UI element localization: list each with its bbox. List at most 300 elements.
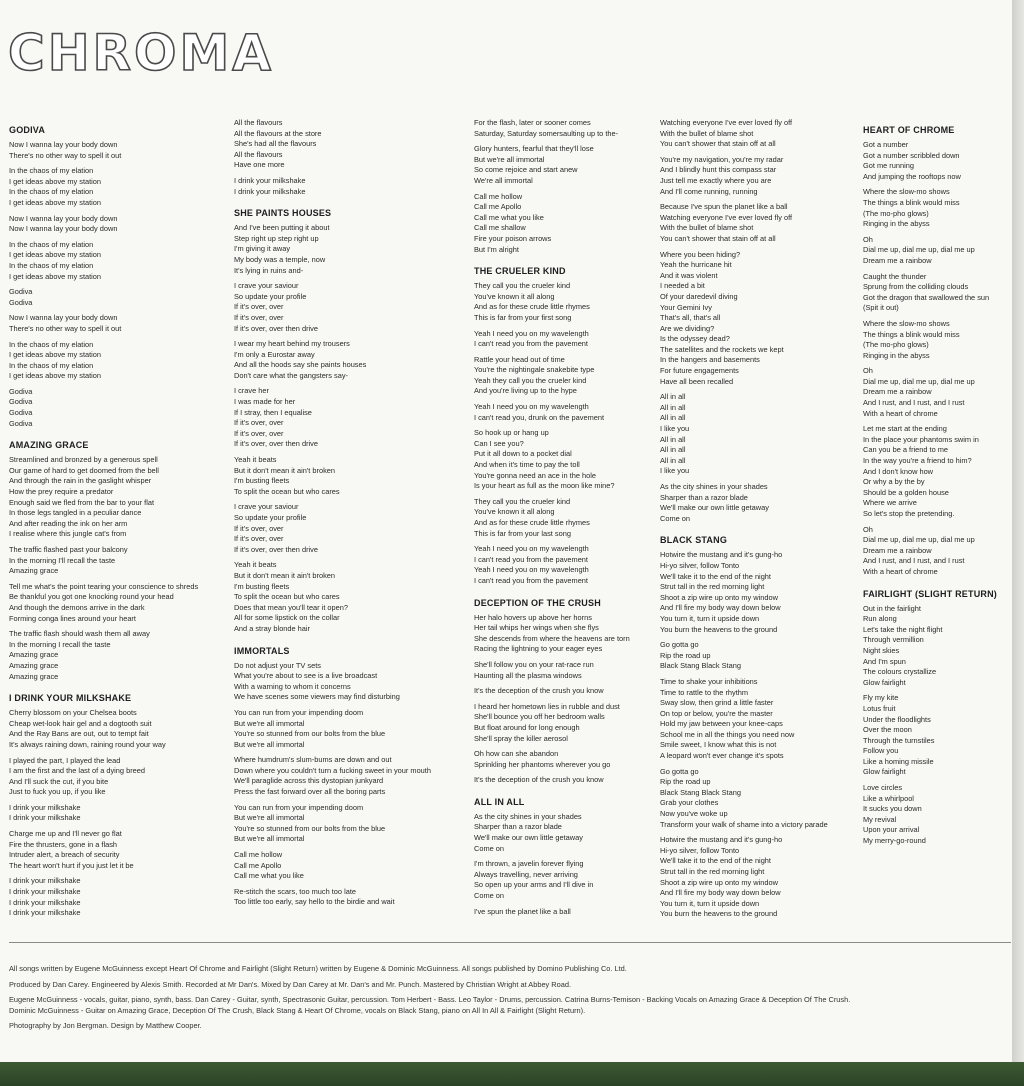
lyric-line: And I'll fire my body way down below — [660, 888, 781, 898]
lyric-line: All for some lipstick on the collar — [234, 613, 340, 623]
stanza — [9, 287, 219, 308]
lyric-line: Intruder alert, a breach of security — [9, 850, 120, 860]
lyric-line: With the bullet of blame shot — [660, 128, 754, 138]
lyric-line: Sprinkling her phantoms wherever you go — [474, 759, 611, 769]
lyric-line: I can't read you from the pavement — [474, 339, 588, 349]
lyric-line: Grab your clothes — [660, 798, 719, 808]
lyric-line: And jumping the rooftops now — [863, 171, 961, 181]
lyric-line: Haunting all the plasma windows — [474, 670, 582, 680]
lyric-line: I get ideas above my station — [9, 250, 102, 260]
lyric-line: But it don't mean it ain't broken — [234, 465, 336, 475]
lyric-line: In the chaos of my elation — [9, 166, 94, 176]
stanza — [474, 859, 654, 901]
lyric-line: Oh how can she abandon — [474, 749, 559, 759]
song-title: HEART OF CHROME — [863, 125, 955, 135]
song-block — [660, 118, 850, 524]
lyric-line: (The mo-pho glows) — [863, 340, 929, 350]
stanza — [660, 155, 850, 197]
lyric-line: Of your daredevil diving — [660, 291, 738, 301]
stanza — [9, 582, 219, 624]
lyric-line: I'm busting fleets — [234, 476, 290, 486]
lyric-line: This is far from your first song — [474, 312, 572, 322]
lyric-line: Dream me a rainbow — [863, 387, 932, 397]
lyric-line: In the morning I recall the taste — [9, 639, 111, 649]
lyric-line: And after reading the ink on her arm — [9, 518, 128, 528]
stanza — [9, 313, 219, 334]
lyric-line: Have all been recalled — [660, 376, 734, 386]
lyric-line: Night skies — [863, 645, 900, 655]
lyric-line: So hook up or hang up — [474, 428, 549, 438]
song-title: GODIVA — [9, 125, 46, 135]
lyric-line: If I stray, then I equalise — [234, 407, 312, 417]
lyric-line: In the hangers and basements — [660, 355, 760, 365]
song-title: DECEPTION OF THE CRUSH — [474, 597, 601, 608]
lyric-line: I needed a bit — [660, 281, 705, 291]
lyric-line: Godiva — [9, 386, 33, 396]
lyric-line: Or why a by the by — [863, 477, 925, 487]
stanza — [234, 850, 464, 882]
lyric-line: Should be a golden house — [863, 487, 949, 497]
lyric-line: The traffic flash should wash them all away — [9, 629, 150, 639]
song-block — [234, 207, 464, 634]
stanza — [863, 272, 1009, 314]
lyric-line: I realise where this jungle cat's from — [9, 529, 127, 539]
lyric-line: I'm thrown, a javelin forever flying — [474, 859, 584, 869]
lyric-line: Fly my kite — [863, 693, 899, 703]
lyric-line: Streamlined and bronzed by a generous spell — [9, 455, 158, 465]
lyric-line: That's all, that's all — [660, 313, 721, 323]
lyric-line: Go gotta go — [660, 640, 699, 650]
stanza — [863, 366, 1009, 419]
lyric-line: We'll make our own little getaway — [660, 503, 769, 513]
lyric-line: Black Stang Black Stang — [660, 661, 741, 671]
stanza — [474, 118, 654, 139]
stanza — [474, 402, 654, 423]
lyric-line: Caught the thunder — [863, 271, 927, 281]
lyric-line: I was made for her — [234, 397, 296, 407]
lyric-line: Rattle your head out of time — [474, 354, 565, 364]
lyric-line: I can't read you from the pavement — [474, 554, 588, 564]
lyric-line: In the chaos of my elation — [9, 187, 94, 197]
lyric-line: Call me hollow — [474, 191, 523, 201]
lyric-line: I get ideas above my station — [9, 176, 102, 186]
lyric-line: If it's over, over — [234, 302, 284, 312]
stanza — [474, 544, 654, 586]
lyric-line: All in all — [660, 402, 686, 412]
stanza — [474, 329, 654, 350]
lyric-line: We'll make our own little getaway — [474, 833, 583, 843]
lyric-line: I wear my heart behind my trousers — [234, 339, 350, 349]
lyric-line: Got the dragon that swallowed the sun — [863, 292, 990, 302]
lyric-line: For future engagements — [660, 366, 739, 376]
lyric-line: The things a blink would miss — [863, 329, 960, 339]
lyric-line: Godiva — [9, 297, 33, 307]
lyric-line: We'll take it to the end of the night — [660, 571, 771, 581]
lyric-line: Hold my jaw between your knee-caps — [660, 719, 783, 729]
lyric-line: You can't shower that stain off at all — [660, 233, 776, 243]
lyrics-column-2 — [234, 118, 464, 918]
lyric-line: Dream me a rainbow — [863, 255, 932, 265]
stanza — [9, 240, 219, 282]
lyric-line: In the chaos of my elation — [9, 339, 94, 349]
lyric-line: Always travelling, never arriving — [474, 869, 578, 879]
stanza — [234, 560, 464, 634]
lyric-line: Godiva — [9, 287, 33, 297]
lyric-line: To split the ocean but who cares — [234, 592, 340, 602]
lyric-line: Dial me up, dial me up, dial me up — [863, 535, 975, 545]
lyric-line: And as for these crude little rhymes — [474, 302, 590, 312]
song-block — [234, 645, 464, 908]
lyric-line: Charge me up and I'll never go flat — [9, 829, 122, 839]
stanza — [234, 118, 464, 171]
lyric-line: Her tail whips her wings when she flys — [474, 623, 599, 633]
lyric-line: I drink your milkshake — [9, 908, 81, 918]
lyric-line: I get ideas above my station — [9, 271, 102, 281]
lyric-line: Yeah they call you the crueler kind — [474, 375, 587, 385]
lyric-line: Dial me up, dial me up, dial me up — [863, 376, 975, 386]
lyric-line: All in all — [660, 413, 686, 423]
lyric-line: If it's over, over — [234, 312, 284, 322]
lyric-line: She'll bounce you off her bedroom walls — [474, 712, 605, 722]
lyric-line: Racing the lightning to your eager eyes — [474, 644, 603, 654]
lyric-line: They call you the crueler kind — [474, 496, 571, 506]
lyric-line: In the chaos of my elation — [9, 360, 94, 370]
stanza — [9, 829, 219, 871]
lyric-line: Watching everyone I've ever loved fly off — [660, 212, 793, 222]
stanza — [9, 340, 219, 382]
lyric-line: If it's over, over then drive — [234, 439, 318, 449]
lyric-line: All in all — [660, 455, 686, 465]
lyric-line: And I'll suck the cut, if you bite — [9, 776, 109, 786]
stanza — [234, 661, 464, 703]
lyric-line: Got a number — [863, 140, 909, 149]
lyric-line: You can run from your impending doom — [234, 707, 364, 717]
lyric-line: Can you be a friend to me — [863, 445, 949, 455]
lyric-line: She'll spray the killer aerosol — [474, 733, 568, 743]
lyric-line: Come on — [474, 891, 504, 901]
lyric-line: Call me Apollo — [474, 202, 522, 212]
lyric-line: I like you — [660, 466, 690, 476]
credits-line-photo-design: Photography by Jon Bergman. Design by Matthew Cooper. — [9, 1021, 202, 1031]
lyric-line: All in all — [660, 392, 686, 402]
lyric-line: Are we dividing? — [660, 323, 715, 333]
lyric-line: Just tell me exactly where you are — [660, 175, 772, 185]
lyric-line: I drink your milkshake — [9, 897, 81, 907]
lyric-line: Over the moon — [863, 725, 912, 735]
song-title: I DRINK YOUR MILKSHAKE — [9, 693, 132, 704]
lyric-line: Hotwire the mustang and it's gung-ho — [660, 835, 783, 845]
sleeve-edge-bottom — [0, 1062, 1024, 1086]
lyric-line: Transform your walk of shame into a victory parade — [660, 819, 828, 829]
lyric-line: As the city shines in your shades — [474, 811, 582, 821]
lyric-line: Like a homing missile — [863, 756, 934, 766]
lyric-line: Yeah I need you on my wavelength — [474, 565, 589, 575]
lyric-line: Amazing grace — [9, 566, 59, 576]
lyric-line: For the flash, later or sooner comes — [474, 118, 591, 127]
stanza — [9, 140, 219, 161]
stanza — [474, 281, 654, 323]
lyric-line: I like you — [660, 424, 690, 434]
lyric-line: And I rust, and I rust, and I rust — [863, 398, 965, 408]
stanza — [863, 693, 1009, 778]
lyric-line: Call me what you like — [474, 212, 544, 222]
stanza — [660, 640, 850, 672]
song-title: ALL IN ALL — [474, 796, 525, 807]
lyric-line: Sway slow, then grind a little faster — [660, 698, 774, 708]
stanza — [474, 660, 654, 681]
lyric-line: The things a blink would miss — [863, 197, 960, 207]
lyric-line: It's the deception of the crush you know — [474, 775, 604, 785]
lyric-line: Call me Apollo — [234, 860, 282, 870]
lyric-line: Oh — [863, 366, 873, 376]
lyric-line: Glow fairlight — [863, 677, 906, 687]
lyric-line: We're all immortal — [474, 175, 533, 185]
lyric-line: Upon your arrival — [863, 825, 920, 835]
lyric-line: Amazing grace — [9, 650, 59, 660]
credits-line-production: Produced by Dan Carey. Engineered by Alexis Smith. Recorded at Mr Dan's. Mixed by Dan Carey at Mr. Dan's and Mr. Punch. Mastered by Christian Wright at Abbey Road. — [9, 979, 572, 989]
stanza — [9, 387, 219, 429]
lyric-line: You've known it all along — [474, 507, 555, 517]
lyric-line: She'll follow you on your rat-race run — [474, 659, 594, 669]
lyric-line: Tell me what's the point tearing your conscience to shreds — [9, 581, 199, 591]
stanza — [9, 756, 219, 798]
lyric-line: Now I wanna lay your body down — [9, 140, 118, 149]
lyric-line: Black Stang Black Stang — [660, 787, 741, 797]
lyric-line: Like a whirlpool — [863, 793, 914, 803]
lyric-line: If it's over, over — [234, 428, 284, 438]
lyric-line: You turn it, turn it upside down — [660, 613, 760, 623]
lyric-line: So let's stop the pretending. — [863, 509, 955, 518]
lyric-line: With a heart of chrome — [863, 566, 938, 576]
lyric-line: Fire your poison arrows — [474, 233, 552, 243]
lyric-line: There's no other way to spell it out — [9, 150, 122, 160]
lyric-line: Come on — [660, 513, 690, 523]
lyric-line: Sharper than a razor blade — [474, 822, 562, 832]
stanza — [234, 887, 464, 908]
stanza — [234, 176, 464, 197]
lyric-line: If it's over, over — [234, 418, 284, 428]
lyric-line: Out in the fairlight — [863, 603, 921, 613]
stanza — [474, 144, 654, 186]
lyric-line: You're gonna need an ace in the hole — [474, 470, 596, 480]
lyric-line: Under the floodlights — [863, 714, 931, 724]
lyric-line: Yeah it beats — [234, 455, 277, 465]
lyric-line: In the place your phantoms swim in — [863, 434, 979, 444]
lyric-line: I get ideas above my station — [9, 371, 102, 381]
lyric-line: A leopard won't ever change it's spots — [660, 751, 784, 761]
song-block — [474, 265, 654, 586]
lyric-line: School me in all the things you need now — [660, 729, 795, 739]
lyric-line: In the morning I'll recall the taste — [9, 555, 116, 565]
lyric-line: Don't care what the gangsters say- — [234, 370, 348, 380]
lyric-line: If it's over, over — [234, 523, 284, 533]
stanza — [863, 319, 1009, 361]
lyric-line: Enough said we fled from the bar to your flat — [9, 497, 155, 507]
lyric-line: Your Gemini Ivy — [660, 302, 712, 312]
lyric-line: What you're about to see is a live broadcast — [234, 671, 378, 681]
stanza — [863, 783, 1009, 847]
lyric-line: Can I see you? — [474, 438, 524, 448]
lyric-line: To split the ocean but who cares — [234, 486, 340, 496]
credits-line-personnel: Eugene McGuinness - vocals, guitar, piano, synth, bass. Dan Carey - Guitar, synth, Spectrasonic Guitar, percussion. Tom Herbert - Bass. Leo Taylor - Drums, percussion. Catrina Burns-Temison - Backing Vocals on Amazing Grace & Deception Of The Crush. — [9, 995, 851, 1005]
lyric-line: You burn the heavens to the ground — [660, 909, 778, 919]
lyric-line: Do not adjust your TV sets — [234, 660, 321, 670]
lyric-line: But we're all immortal — [234, 739, 305, 749]
stanza — [660, 767, 850, 831]
lyric-line: But we're all immortal — [474, 154, 545, 164]
lyric-line: Rip the road up — [660, 650, 711, 660]
lyric-line: My body was a temple, now — [234, 254, 326, 264]
lyric-line: On top or below, you're the master — [660, 708, 773, 718]
lyric-line: And as for these crude little rhymes — [474, 518, 590, 527]
lyric-line: Now you've woke up — [660, 809, 728, 819]
lyric-line: Just to fuck you up, if you like — [9, 787, 106, 797]
lyric-line: Too little too early, say hello to the birdie and wait — [234, 897, 395, 907]
lyric-line: I drink your milkshake — [9, 802, 81, 812]
lyric-line: Be thankful you got one knocking round your head — [9, 592, 174, 602]
lyric-line: And I've been putting it about — [234, 223, 330, 233]
lyrics-column-1 — [9, 118, 219, 929]
song-block — [474, 118, 654, 255]
lyric-line: The traffic flashed past your balcony — [9, 545, 128, 554]
lyric-line: My revival — [863, 814, 897, 824]
lyric-line: There's no other way to spell it out — [9, 323, 122, 333]
lyric-line: I'm giving it away — [234, 244, 291, 254]
lyric-line: You're so stunned from our bolts from the blue — [234, 729, 386, 739]
lyric-line: You turn it, turn it upside down — [660, 898, 760, 908]
lyric-line: As the city shines in your shades — [660, 482, 768, 491]
stanza — [474, 428, 654, 492]
lyric-line: Run along — [863, 614, 897, 624]
stanza — [660, 677, 850, 762]
lyric-line: Down where you couldn't turn a fucking sweet in your mouth — [234, 765, 431, 775]
stanza — [660, 250, 850, 388]
lyric-line: Strut tall in the red morning light — [660, 582, 765, 592]
stanza — [863, 187, 1009, 229]
lyric-line: Fire the thrusters, gone in a flash — [9, 839, 118, 849]
lyric-line: Shoot a zip wire up onto my window — [660, 592, 778, 602]
lyric-line: The satellites and the rockets we kept — [660, 344, 784, 354]
song-block — [9, 692, 219, 919]
lyric-line: It's lying in ruins and- — [234, 265, 304, 275]
lyric-line: With a warning to whom it concerns — [234, 681, 351, 691]
stanza — [234, 755, 464, 797]
lyric-line: In the chaos of my elation — [9, 239, 94, 249]
lyric-line: Have one more — [234, 160, 285, 170]
lyric-line: Yeah I need you on my wavelength — [474, 328, 589, 338]
song-block — [234, 118, 464, 197]
lyric-line: And the Ray Bans are out, out to tempt fait — [9, 729, 149, 739]
lyric-line: You've known it all along — [474, 291, 555, 301]
lyric-line: And you're living up to the hype — [474, 386, 577, 396]
lyric-line: Amazing grace — [9, 671, 59, 681]
lyric-line: Hotwire the mustang and it's gung-ho — [660, 550, 783, 560]
lyric-line: How the prey require a predator — [9, 487, 114, 497]
credits-line-writing: All songs written by Eugene McGuinness except Heart Of Chrome and Fairlight (Slight Return) written by Eugene & Dominic McGuinness. All songs published by Domino Publishing Co. Ltd. — [9, 964, 627, 973]
lyric-line: She descends from where the heavens are torn — [474, 633, 630, 643]
song-block — [863, 124, 1009, 578]
lyric-line: Where humdrum's slum-bums are down and out — [234, 755, 392, 765]
lyric-line: Time to rattle to the rhythm — [660, 687, 749, 697]
lyric-line: If it's over, over then drive — [234, 323, 318, 333]
lyric-line: All in all — [660, 434, 686, 444]
stanza — [9, 803, 219, 824]
lyric-line: Let's take the night flight — [863, 624, 943, 634]
lyric-line: So come rejoice and start anew — [474, 165, 578, 175]
lyric-line: And though the demons arrive in the dark — [9, 602, 145, 612]
lyric-line: The heart won't hurt if you just let it be — [9, 860, 134, 870]
lyric-line: So open up your arms and I'll dive in — [474, 880, 594, 890]
lyric-line: Go gotta go — [660, 766, 699, 776]
stanza — [863, 140, 1009, 182]
lyric-line: You burn the heavens to the ground — [660, 624, 778, 634]
lyric-line: (The mo-pho glows) — [863, 208, 929, 218]
lyric-line: Watching everyone I've ever loved fly off — [660, 118, 793, 127]
lyric-line: But float around for long enough — [474, 722, 580, 732]
lyric-line: Glory hunters, fearful that they'll lose — [474, 144, 594, 154]
lyric-line: Her halo hovers up above her horns — [474, 612, 592, 622]
lyric-line: All the flavours — [234, 118, 283, 127]
song-title: AMAZING GRACE — [9, 440, 89, 451]
song-block — [660, 534, 850, 920]
stanza — [9, 876, 219, 918]
lyric-line: In the way you're a friend to him? — [863, 456, 972, 466]
stanza — [863, 235, 1009, 267]
lyric-line: Yeah the hurricane hit — [660, 260, 732, 270]
stanza — [863, 424, 1009, 519]
lyric-line: Smile sweet, I know what this is not — [660, 740, 777, 750]
lyric-line: And it was violent — [660, 270, 718, 280]
lyric-line: If it's over, over — [234, 534, 284, 544]
stanza — [234, 281, 464, 334]
lyric-line: Now I wanna lay your body down — [9, 313, 118, 323]
lyric-line: I get ideas above my station — [9, 350, 102, 360]
lyric-line: All in all — [660, 445, 686, 455]
stanza — [234, 708, 464, 750]
lyric-line: It's always raining down, raining round your way — [9, 739, 166, 749]
stanza — [474, 497, 654, 539]
lyric-line: Does that mean you'll tear it open? — [234, 602, 348, 612]
lyric-line: I crave her — [234, 386, 269, 396]
lyric-line: We'll take it to the end of the night — [660, 856, 771, 866]
lyric-line: And I'm spun — [863, 656, 906, 666]
lyric-line: I can't read you, drunk on the pavement — [474, 412, 605, 422]
lyric-line: Where you been hiding? — [660, 249, 741, 259]
lyric-line: Through vermillion — [863, 635, 924, 645]
stanza — [660, 202, 850, 244]
lyric-line: I drink your milkshake — [9, 887, 81, 897]
lyric-line: So update your profile — [234, 513, 307, 522]
stanza — [660, 835, 850, 920]
lyric-line: And I rust, and I rust, and I rust — [863, 556, 965, 566]
lyric-line: Yeah I need you on my wavelength — [474, 402, 589, 412]
lyric-line: I can't read you from the pavement — [474, 575, 588, 585]
lyric-line: And I'll come running, running — [660, 186, 758, 196]
lyric-line: Call me what you like — [234, 871, 304, 881]
stanza — [9, 455, 219, 540]
lyric-line: Come on — [474, 843, 504, 853]
lyric-line: Ringing in the abyss — [863, 350, 930, 360]
stanza — [474, 192, 654, 256]
lyric-line: I crave your saviour — [234, 281, 299, 291]
lyric-line: They call you the crueler kind — [474, 281, 571, 291]
stanza — [660, 550, 850, 635]
lyric-line: In the chaos of my elation — [9, 260, 94, 270]
lyric-line: The colours crystallize — [863, 667, 937, 677]
lyric-line: Godiva — [9, 397, 33, 407]
lyric-line: Sharper than a razor blade — [660, 492, 748, 502]
song-title: FAIRLIGHT (SLIGHT RETURN) — [863, 588, 997, 599]
